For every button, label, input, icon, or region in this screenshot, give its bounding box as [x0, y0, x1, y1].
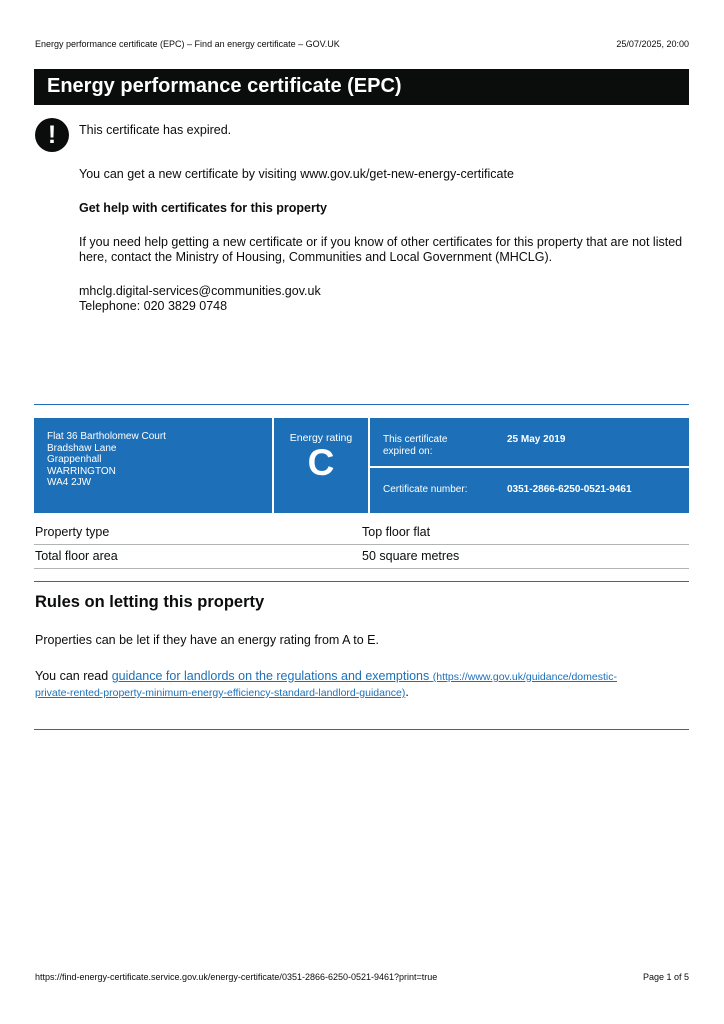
address-line: Bradshaw Lane [47, 442, 117, 454]
expiry-box [370, 418, 689, 466]
address-line: Grappenhall [47, 454, 102, 465]
expired-warning: This certificate has expired. [79, 123, 232, 137]
help-heading: Get help with certificates for this property [79, 201, 327, 215]
divider [34, 404, 689, 405]
guidance-suffix: . [405, 685, 409, 699]
address-line: WA4 2JW [47, 477, 92, 488]
address-line: Flat 36 Bartholomew Court [47, 431, 166, 442]
landlord-guidance-paragraph [35, 669, 689, 701]
address-box [34, 418, 272, 513]
exclamation-icon: ! [35, 118, 69, 152]
letting-heading: Rules on letting this property [35, 593, 265, 611]
guidance-link-url[interactable]: (https://www.gov.uk/guidance/domestic- [432, 671, 617, 683]
property-type-value: Top floor flat [362, 525, 431, 539]
energy-rating-value: C [307, 442, 335, 483]
print-header [35, 39, 689, 49]
expiry-label-line1: This certificate [383, 434, 448, 445]
page-title: Energy performance certificate (EPC) [34, 69, 689, 105]
print-footer-url: https://find-energy-certificate.service.gov.uk/energy-certificate/0351-2866-6250-0521-9461?print=true [35, 972, 438, 982]
floor-area-label: Total floor area [35, 549, 118, 563]
expiry-label-line2: expired on: [383, 446, 433, 457]
floor-area-value: 50 square metres [362, 549, 460, 563]
expiry-date: 25 May 2019 [507, 434, 566, 445]
print-header-datetime: 25/07/2025, 20:00 [616, 39, 689, 49]
page-number: Page 1 of 5 [642, 972, 689, 982]
help-telephone: Telephone: 020 3829 0748 [79, 299, 228, 313]
certificate-number-label: Certificate number: [383, 484, 468, 495]
certificate-number-box [370, 468, 689, 513]
help-text: If you need help getting a new certificate or if you know of other certificates for this property that are not listed here, contact the Ministry of Housing, Communities and Local Government (MHCLG). [79, 235, 683, 264]
print-footer [35, 972, 689, 982]
guidance-prefix: You can read [35, 669, 112, 683]
address-line: WARRINGTON [47, 465, 116, 477]
guidance-link-url-cont[interactable]: private-rented-property-minimum-energy-efficiency-standard-landlord-guidance) [35, 687, 406, 699]
property-type-label: Property type [35, 525, 110, 539]
energy-rating-label: Energy rating [289, 432, 353, 444]
energy-rating-box [274, 418, 368, 513]
divider [34, 581, 689, 582]
letting-text: Properties can be let if they have an energy rating from A to E. [35, 633, 379, 647]
guidance-link-text[interactable]: guidance for landlords on the regulations and exemptions [111, 669, 430, 683]
certificate-number-value: 0351-2866-6250-0521-9461 [507, 484, 632, 495]
print-header-title: Energy performance certificate (EPC) – Find an energy certificate – GOV.UK [35, 39, 340, 49]
divider [34, 729, 689, 730]
renew-text: You can get a new certificate by visiting www.gov.uk/get-new-energy-certificate [79, 167, 514, 181]
landlord-guidance-link[interactable] [35, 669, 617, 699]
help-email[interactable]: mhclg.digital-services@communities.gov.uk [79, 284, 321, 298]
row-divider [34, 544, 689, 545]
row-divider [34, 568, 689, 569]
